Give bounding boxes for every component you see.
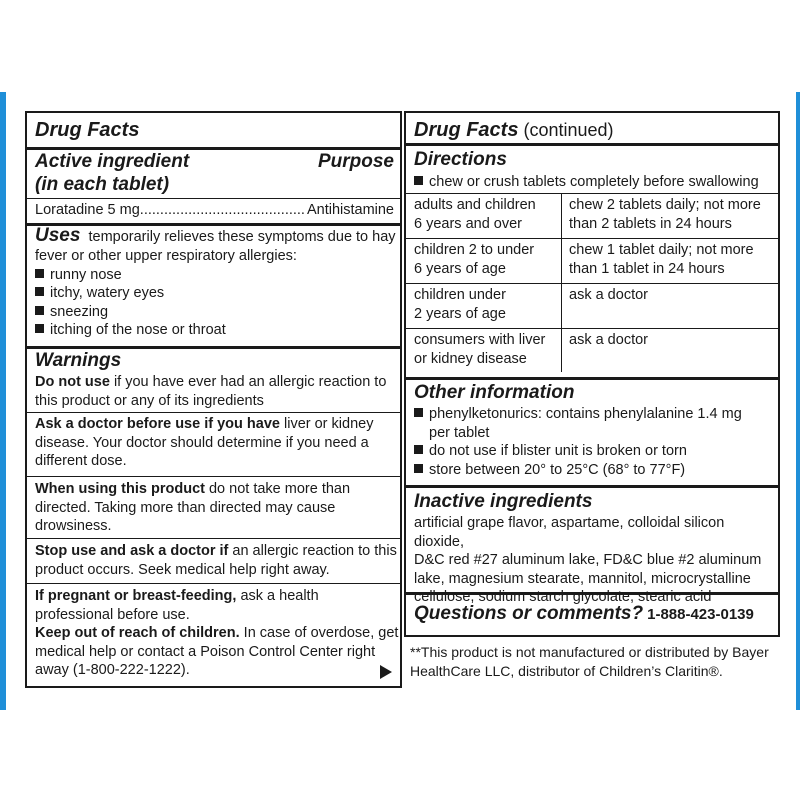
list-item: itching of the nose or throat <box>35 321 400 340</box>
divider <box>27 412 400 413</box>
drug-facts-left-panel <box>25 111 402 688</box>
active-ingredient-subheading: (in each tablet) <box>35 174 170 195</box>
table-cell-dose: chew 1 tablet daily; not more than 1 tablet in 24 hours <box>569 242 754 277</box>
uses-intro-cont: fever or other upper respiratory allergies: <box>35 248 297 264</box>
table-cell-who: children under 2 years of age <box>414 287 506 322</box>
list-item: itchy, watery eyes <box>35 284 400 303</box>
divider <box>406 485 778 488</box>
inactive-ingredients-heading: Inactive ingredients <box>414 491 593 512</box>
drug-facts-continued-title: Drug Facts (continued) <box>414 119 614 141</box>
uses-section <box>35 225 400 340</box>
package-edge-right <box>796 92 800 710</box>
drug-facts-title: Drug Facts <box>35 119 140 141</box>
bullet-square-icon <box>35 287 44 296</box>
table-row-divider <box>406 283 778 284</box>
warnings-heading: Warnings <box>35 350 122 371</box>
bullet-square-icon <box>414 464 423 473</box>
bullet-square-icon <box>414 445 423 454</box>
bullet-square-icon <box>414 176 423 185</box>
list-item: do not use if blister unit is broken or torn <box>414 442 776 461</box>
table-cell-dose: ask a doctor <box>569 332 648 348</box>
table-cell-who: children 2 to under 6 years of age <box>414 242 535 277</box>
list-item: sneezing <box>35 303 400 322</box>
drug-facts-continued-panel <box>404 111 780 637</box>
active-ingredient-heading: Active ingredient <box>35 151 190 172</box>
list-item: phenylketonurics: contains phenylalanine 1.4 mg <box>414 405 776 424</box>
stop-use-block: Stop use and ask a doctor if an allergic reaction to this product occurs. Seek medical help right away. <box>35 543 397 578</box>
divider <box>27 538 400 539</box>
bullet-square-icon <box>35 269 44 278</box>
divider <box>27 476 400 477</box>
bullet-square-icon <box>35 324 44 333</box>
ask-doctor-block: Ask a doctor before use if you have liver or kidney disease. Your doctor should determine if you need a different dose. <box>35 416 374 469</box>
pregnancy-block: If pregnant or breast-feeding, ask a health professional before use. Keep out of reach of children. In case of overdose, get medical help or contact a Poison Control Center right away (1-800-222-1222). <box>35 588 399 678</box>
package-edge-left <box>0 92 6 710</box>
inactive-ingredients-text: artificial grape flavor, aspartame, colloidal silicon dioxide, D&C red #27 aluminum lake, FD&C blue #2 aluminum lake, magnesium stearate, mannitol, microcrystalline cellulose, sodium starch glycolate, stearic acid <box>414 515 762 605</box>
uses-heading: Uses <box>35 225 81 246</box>
purpose-heading: Purpose <box>317 151 394 172</box>
divider <box>406 592 778 595</box>
list-item: store between 20° to 25°C (68° to 77°F) <box>414 461 776 480</box>
bullet-square-icon <box>35 306 44 315</box>
table-cell-who: consumers with liver or kidney disease <box>414 332 546 367</box>
ingredient-line: Loratadine 5 mg......................................... <box>35 202 305 218</box>
table-border <box>406 193 778 194</box>
footnote: **This product is not manufactured or distributed by Bayer HealthCare LLC, distributor of Children’s Claritin®. <box>410 644 769 679</box>
questions-line <box>414 603 754 625</box>
other-information-heading: Other information <box>414 382 575 403</box>
divider <box>27 147 400 150</box>
when-using-block: When using this product do not take more than directed. Taking more than directed may cause drowsiness. <box>35 481 351 534</box>
other-information-list: phenylketonurics: contains phenylalanine 1.4 mg per tablet do not use if blister unit is broken or torn store between 20° to 25°C (68° to 77°F) <box>414 405 776 479</box>
divider <box>27 583 400 584</box>
divider <box>406 143 778 146</box>
uses-intro: temporarily relieves these symptoms due to hay <box>88 229 396 245</box>
ingredient-purpose: Antihistamine <box>306 202 394 218</box>
questions-heading: Questions or comments? <box>414 603 644 624</box>
table-row-divider <box>406 238 778 239</box>
divider <box>27 346 400 349</box>
directions-intro: chew or crush tablets completely before swallowing <box>414 173 759 192</box>
bullet-square-icon <box>414 408 423 417</box>
table-cell-dose: chew 2 tablets daily; not more than 2 tablets in 24 hours <box>569 197 761 232</box>
divider <box>406 377 778 380</box>
table-cell-who: adults and children 6 years and over <box>414 197 536 232</box>
do-not-use-block: Do not use if you have ever had an allergic reaction to this product or any of its ingredients <box>35 374 387 409</box>
continue-arrow-icon <box>380 665 392 679</box>
list-item: runny nose <box>35 266 400 285</box>
table-cell-dose: ask a doctor <box>569 287 648 303</box>
divider <box>27 198 400 199</box>
table-row-divider <box>406 328 778 329</box>
questions-phone: 1-888-423-0139 <box>647 606 754 623</box>
directions-heading: Directions <box>414 149 507 170</box>
